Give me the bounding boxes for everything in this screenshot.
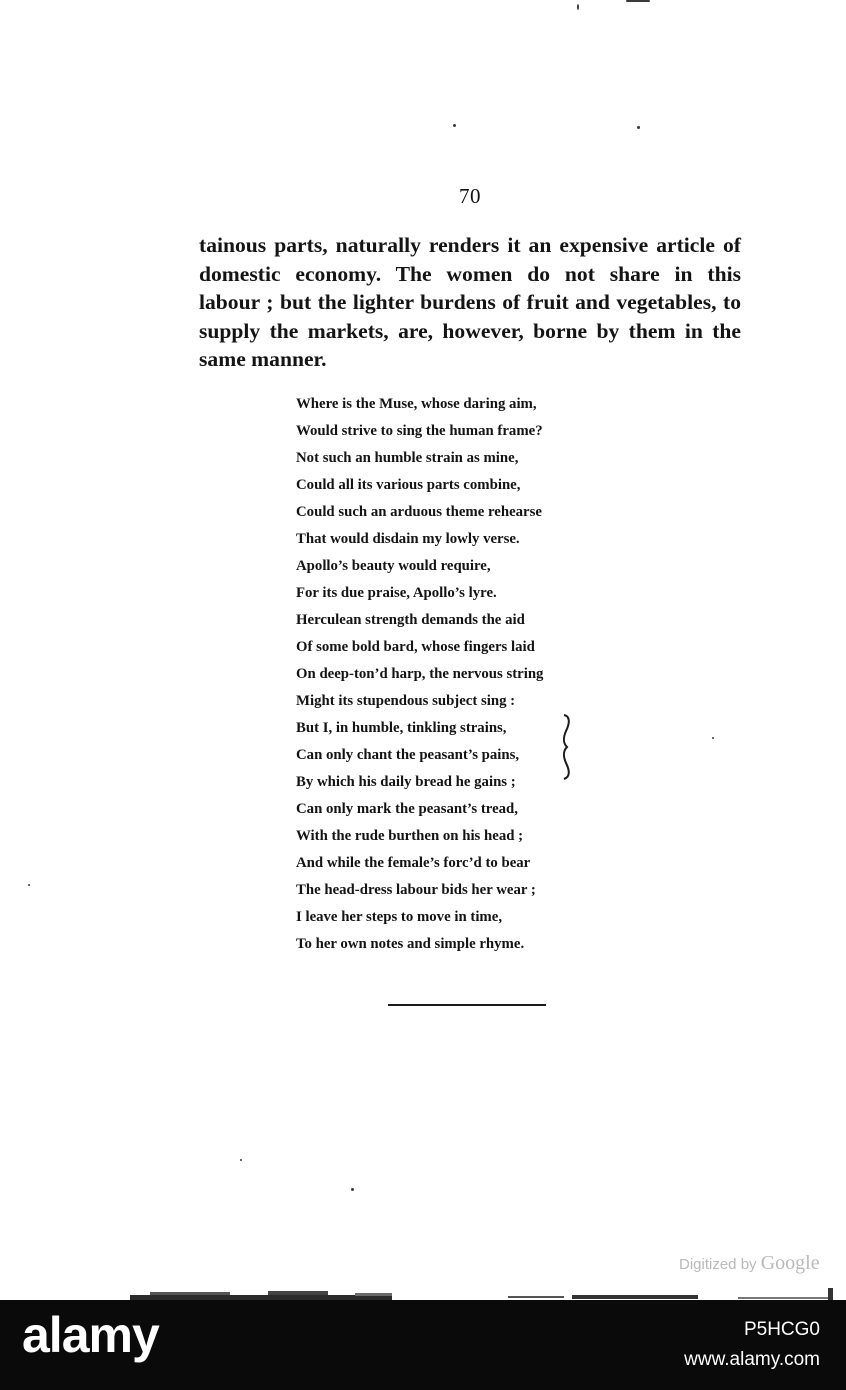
alamy-logo: alamy <box>22 1307 159 1363</box>
poem-line: Of some bold bard, whose fingers laid <box>296 639 535 655</box>
scan-speck <box>637 126 640 129</box>
prose-line: supply the markets, are, however, borne by them in the <box>199 318 741 343</box>
poem-line: On deep-ton’d harp, the nervous string <box>296 666 544 682</box>
poem-line: Would strive to sing the human frame? <box>296 423 543 439</box>
site-url: www.alamy.com <box>684 1349 820 1370</box>
poem-line: Can only mark the peasant’s tread, <box>296 801 518 817</box>
prose-line: same manner. <box>199 347 327 371</box>
poem-line: Apollo’s beauty would require, <box>296 558 491 574</box>
scan-speck <box>351 1188 354 1191</box>
scan-speck <box>28 884 30 886</box>
poem-line: I leave her steps to move in time, <box>296 909 503 925</box>
prose-line: tainous parts, naturally renders it an expensive article of <box>199 233 741 257</box>
watermark-prefix: Digitized by <box>679 1256 757 1273</box>
poem-line: Could all its various parts combine, <box>296 477 521 493</box>
poem-line: By which his daily bread he gains ; <box>296 774 516 790</box>
scan-speck <box>453 124 456 127</box>
poem-line: With the rude burthen on his head ; <box>296 828 524 844</box>
poem-line: Could such an arduous theme rehearse <box>296 504 542 520</box>
poem-line: Not such an humble strain as mine, <box>296 450 519 466</box>
poem-line: Can only chant the peasant’s pains, <box>296 747 520 763</box>
poem-line: That would disdain my lowly verse. <box>296 531 520 547</box>
poem-line: To her own notes and simple rhyme. <box>296 936 525 952</box>
poem-line: Herculean strength demands the aid <box>296 612 525 628</box>
poem-line: And while the female’s forc’d to bear <box>296 855 531 871</box>
poem-line: Where is the Muse, whose daring aim, <box>296 396 537 412</box>
section-divider <box>388 1004 546 1006</box>
poem-line: Might its stupendous subject sing : <box>296 693 516 709</box>
prose-line: domestic economy. The women do not share in this <box>199 261 741 286</box>
prose-line: labour ; but the lighter burdens of fruit and vegetables, to <box>199 290 741 314</box>
watermark-brand: Google <box>760 1252 820 1274</box>
image-id: P5HCG0 <box>743 1319 820 1340</box>
poem-line: But I, in humble, tinkling strains, <box>296 720 507 736</box>
triplet-brace-icon <box>558 713 578 781</box>
scan-speck <box>577 4 579 10</box>
scan-speck <box>626 0 650 2</box>
scan-speck <box>712 737 714 739</box>
digitization-watermark <box>679 1252 839 1275</box>
prose-paragraph <box>199 231 741 374</box>
scan-speck <box>240 1159 242 1161</box>
poem-line: For its due praise, Apollo’s lyre. <box>296 585 497 601</box>
poem-line: The head-dress labour bids her wear ; <box>296 882 536 898</box>
poem <box>296 391 596 958</box>
page-number: 70 <box>459 184 481 208</box>
